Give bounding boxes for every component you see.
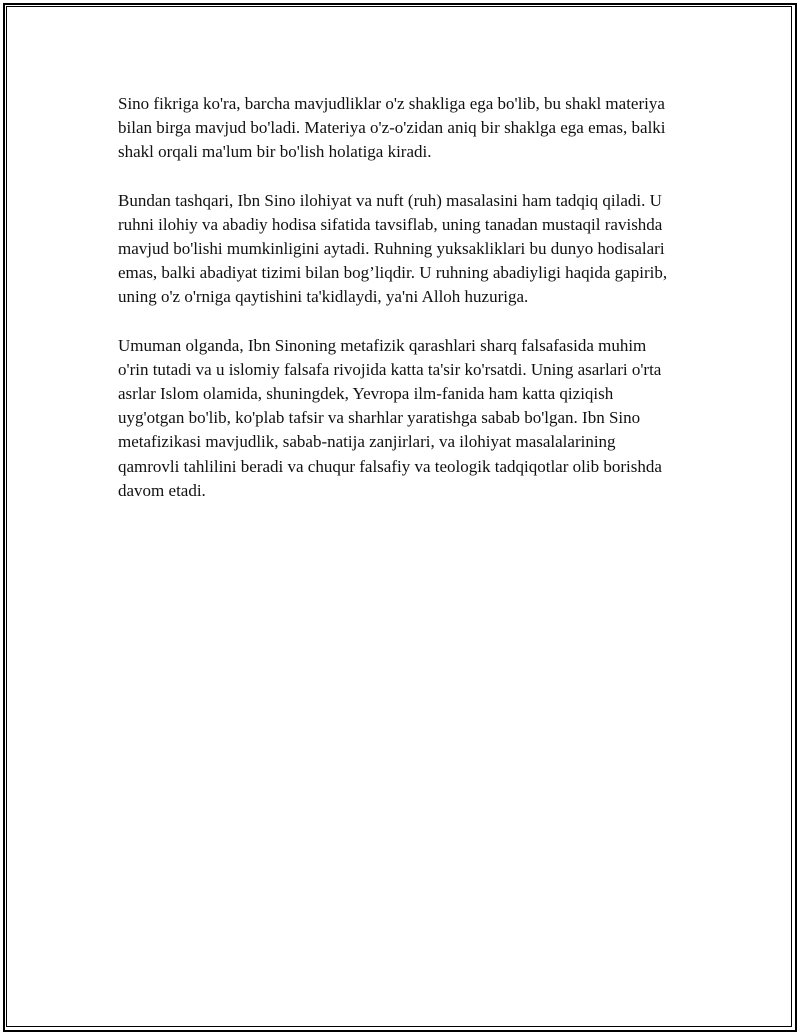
- paragraph-2: Bundan tashqari, Ibn Sino ilohiyat va nuft (ruh) masalasini ham tadqiq qiladi. U ruhni ilohiy va abadiy hodisa sifatida tavsiflab, uning tanadan mustaqil ravishda mavjud bo'lishi mumkinligini aytadi. Ruhning yuksakliklari bu dunyo hodisalari emas, balki abadiyat tizimi bilan bog’liqdir. U ruhning abadiyligi haqida gapirib, uning o'z o'rniga qaytishini ta'kidlaydi, ya'ni Alloh huzuriga.: [118, 190, 668, 307]
- paragraph-1: Sino fikriga ko'ra, barcha mavjudliklar o'z shakliga ega bo'lib, bu shakl materiya bilan birga mavjud bo'ladi. Materiya o'z-o'zidan aniq bir shaklga ega emas, balki shakl orqali ma'lum bir bo'lish holatiga kiradi.: [118, 94, 666, 162]
- paragraph-3: Umuman olganda, Ibn Sinoning metafizik qarashlari sharq falsafasida muhim o'rin tutadi va u islomiy falsafa rivojida katta ta'sir ko'rsatdi. Uning asarlari o'rta asrlar Islom olamida, shuningdek, Yevropa ilm-fanida ham katta qiziqish uyg'otgan bo'lib, ko'plab tafsir va sharhlar yaratishga sabab bo'lgan. Ibn Sino metafizikasi mavjudlik, sabab-natija zanjirlari, va ilohiyat masalalarining qamrovli tahlilini beradi va chuqur falsafiy va teologik tadqiqotlar olib borishda davom etadi.: [118, 335, 662, 500]
- document-body: [118, 92, 678, 527]
